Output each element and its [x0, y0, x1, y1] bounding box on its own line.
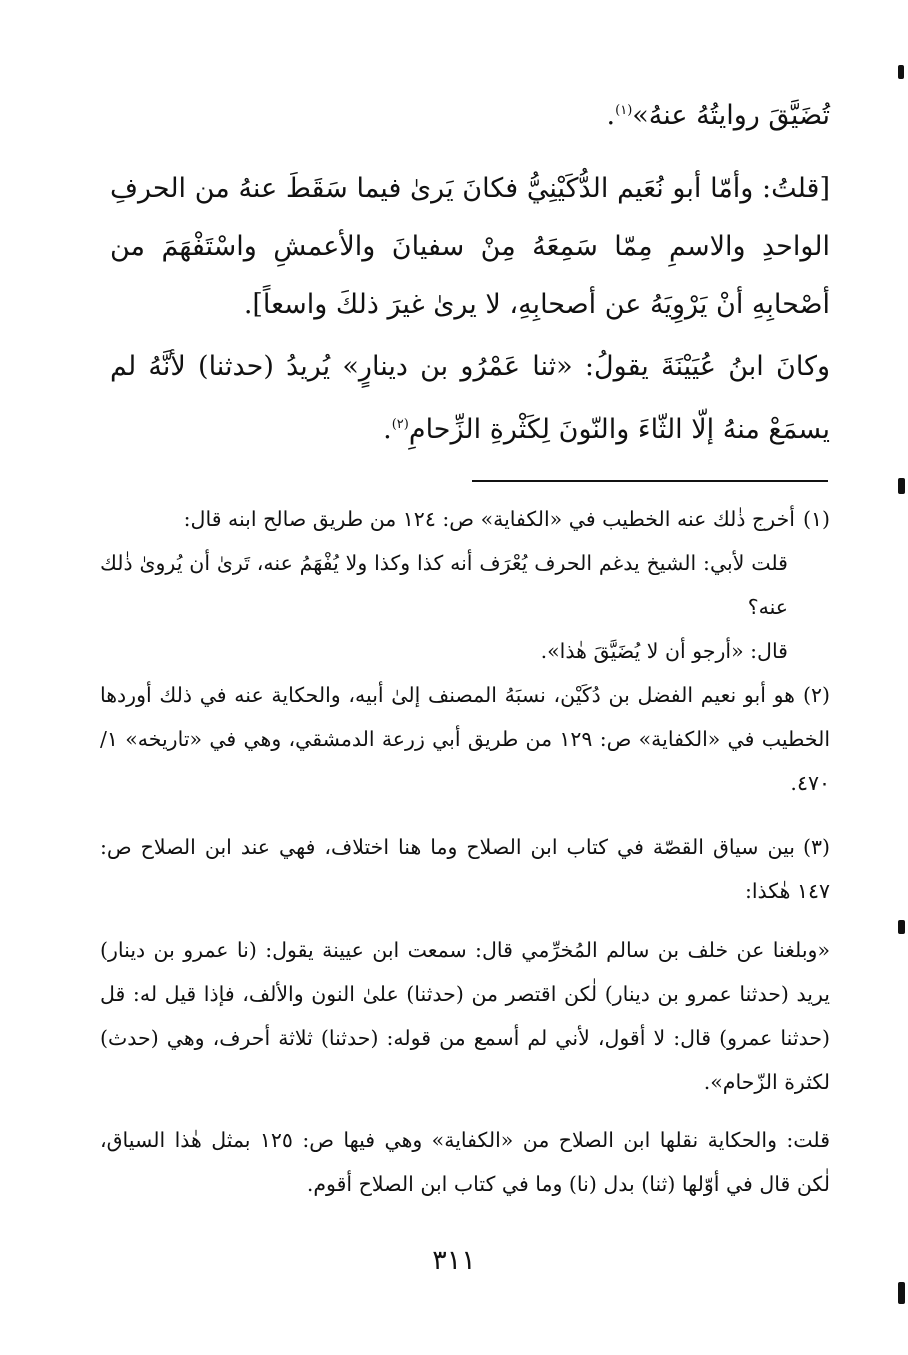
main-paragraph-2-text: وكانَ ابنُ عُيَيْنَةَ يقولُ: «ثنا عَمْرُو بن دينارٍ» يُريدُ (حدثنا) لأنَّهُ لم يسمَعْ منهُ إلّا الثّاءَ والنّونَ لِكَثْرةِ الزِّحامِ	[110, 351, 830, 445]
footnote-2	[100, 673, 830, 805]
scan-edge-mark	[898, 1282, 905, 1304]
footnote-3-text: بين سياق القصّة في كتاب ابن الصلاح وما هنا اختلاف، فهي عند ابن الصلاح ص: ١٤٧ هٰكذا:	[100, 835, 830, 903]
footnote-separator	[472, 480, 828, 482]
main-paragraph-2	[110, 338, 830, 459]
footnote-1-text: أخرج ذٰلك عنه الخطيب في «الكفاية» ص: ١٢٤ من طريق صالح ابنه قال:	[183, 507, 795, 531]
main-line-1-text: تُضَيَّقَ روايتُهُ عنهُ»	[632, 100, 830, 131]
main-paragraph-2-end: .	[383, 414, 392, 445]
footnote-1-line-3: قال: «أرجو أن لا يُضَيَّقَ هٰذا».	[540, 639, 788, 663]
footnote-2-text: هو أبو نعيم الفضل بن دُكَيْن، نسبَهُ المصنف إلىٰ أبيه، والحكاية عنه في ذلك أوردها الخطيب في «الكفاية» ص: ١٢٩ من طريق أبي زرعة الدمشقي، وهي في «تاريخه» ١/ ٤٧٠.	[100, 683, 831, 795]
main-line-1-end: .	[606, 100, 616, 131]
footnote-3-note: قلت: والحكاية نقلها ابن الصلاح من «الكفاية» وهي فيها ص: ١٢٥ بمثل هٰذا السياق، لٰكن قال في أوّلها (ثنا) بدل (نا) وما في كتاب ابن الصلاح أقوم.	[100, 1128, 830, 1196]
footnote-ref-1: (١)	[615, 103, 633, 118]
footnote-3-number: (٣)	[802, 835, 830, 859]
main-paragraph-1: [قلتُ: وأمّا أبو نُعَيم الدُّكَيْنِيُّ فكانَ يَرىٰ فيما سَقَطَ عنهُ من الحرفِ الواحدِ والاسمِ مِمّا سَمِعَهُ مِنْ سفيانَ والأعمشِ واسْتَفْهَمَ من أصْحابِهِ أنْ يَرْوِيَهُ عن أصحابِهِ، لا يرىٰ غيرَ ذلكَ واسعاً].	[110, 173, 830, 320]
page-number: ٣١١	[432, 1245, 476, 1276]
footnote-3-quote: «وبلغنا عن خلف بن سالم المُخرِّمي قال: سمعت ابن عيينة يقول: (نا عمرو بن دينار) يريد (حدثنا عمرو بن دينار) لٰكن اقتصر من (حدثنا) علىٰ النون والألف، فإذا قيل له: قل (حدثنا عمرو) قال: لا أقول، لأني لم أسمع من قوله: (حدثنا) ثلاثة أحرف، وهي (حدث) لكثرة الزّحام».	[100, 938, 830, 1094]
scan-edge-mark	[898, 65, 904, 79]
footnote-3	[100, 825, 830, 913]
footnote-1-number: (١)	[802, 507, 830, 531]
main-line-1	[110, 100, 830, 131]
scan-edge-mark	[898, 920, 905, 934]
footnote-2-number: (٢)	[802, 683, 830, 707]
scan-edge-mark	[898, 478, 905, 494]
footnote-1	[100, 497, 830, 673]
footnote-ref-2: (٢)	[391, 417, 409, 432]
footnote-1-line-2: قلت لأبي: الشيخ يدغم الحرف يُعْرَف أنه كذا وكذا ولا يُفْهَمُ عنه، تَرىٰ أن يُروىٰ ذٰلك عنه؟	[100, 551, 788, 619]
